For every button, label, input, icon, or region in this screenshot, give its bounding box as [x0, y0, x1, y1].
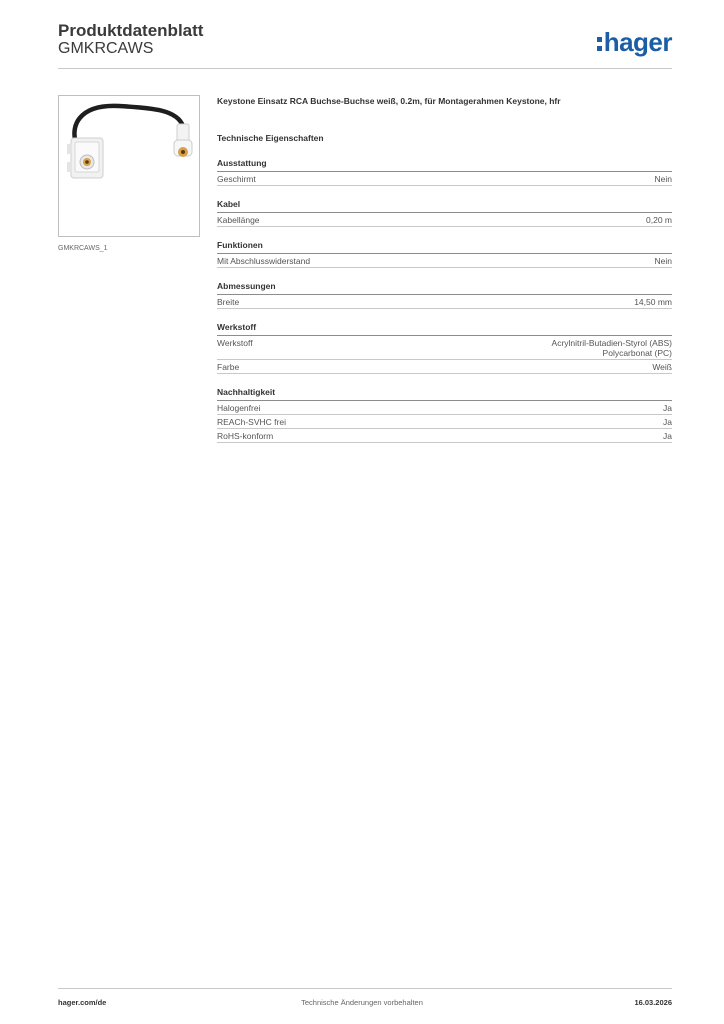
image-caption: GMKRCAWS_1	[58, 245, 108, 252]
property-label: Farbe	[217, 362, 240, 372]
keystone-rca-cable-image	[59, 96, 199, 236]
property-group	[217, 281, 672, 309]
group-title: Funktionen	[217, 240, 672, 254]
product-details	[217, 96, 672, 443]
product-description: Keystone Einsatz RCA Buchse-Buchse weiß, 0.2m, für Montagerahmen Keystone, hfr	[217, 96, 561, 106]
page-title: Produktdatenblatt	[58, 21, 204, 40]
section-title: Technische Eigenschaften	[217, 133, 324, 143]
property-value-line: Nein	[654, 174, 672, 184]
property-row	[217, 295, 672, 309]
property-group	[217, 240, 672, 268]
property-value	[552, 338, 672, 358]
property-label: Geschirmt	[217, 174, 256, 184]
logo-colon-icon	[597, 37, 602, 51]
footer-website: hager.com/de	[58, 998, 107, 1007]
property-value	[634, 297, 672, 307]
group-title: Werkstoff	[217, 322, 672, 336]
property-label: REACh-SVHC frei	[217, 417, 286, 427]
property-label: RoHS-konform	[217, 431, 274, 441]
property-value-line: Weiß	[652, 362, 672, 372]
property-value	[655, 256, 672, 266]
property-group	[217, 322, 672, 374]
property-row	[217, 360, 672, 374]
property-group	[217, 387, 672, 443]
group-title: Ausstattung	[217, 158, 672, 172]
footer-date: 16.03.2026	[634, 998, 672, 1007]
group-title: Kabel	[217, 199, 672, 213]
property-value	[663, 403, 672, 413]
property-row	[217, 254, 672, 268]
property-value-line: Ja	[663, 431, 672, 441]
group-title: Abmessungen	[217, 281, 672, 295]
logo-text: hager	[603, 27, 672, 57]
property-value	[655, 174, 672, 184]
property-value	[646, 215, 672, 225]
property-value-line: 0,20 m	[646, 215, 672, 225]
property-group	[217, 199, 672, 227]
property-value-line: Ja	[663, 403, 672, 413]
property-label: Breite	[217, 297, 240, 307]
property-value	[652, 362, 672, 372]
property-label: Halogenfrei	[217, 403, 261, 413]
property-row	[217, 429, 672, 443]
hager-logo	[597, 29, 672, 55]
property-label: Kabellänge	[217, 215, 260, 225]
property-value	[663, 417, 672, 427]
property-groups	[217, 158, 672, 443]
header-divider	[58, 68, 672, 69]
property-row	[217, 336, 672, 360]
property-value-line: Acrylnitril-Butadien-Styrol (ABS)	[551, 338, 672, 348]
footer-divider	[58, 988, 672, 989]
product-image	[58, 95, 200, 237]
group-title: Nachhaltigkeit	[217, 387, 672, 401]
property-label: Werkstoff	[217, 338, 253, 348]
property-group	[217, 158, 672, 186]
property-value-line: 14,50 mm	[634, 297, 672, 307]
product-code: GMKRCAWS	[58, 40, 154, 57]
property-row	[217, 401, 672, 415]
property-label: Mit Abschlusswiderstand	[217, 256, 311, 266]
property-value-line: Nein	[654, 256, 672, 266]
property-value-line: Polycarbonat (PC)	[602, 348, 672, 358]
property-value-line: Ja	[663, 417, 672, 427]
property-value	[663, 431, 672, 441]
property-row	[217, 213, 672, 227]
property-row	[217, 172, 672, 186]
footer-notice: Technische Änderungen vorbehalten	[301, 998, 423, 1007]
property-row	[217, 415, 672, 429]
